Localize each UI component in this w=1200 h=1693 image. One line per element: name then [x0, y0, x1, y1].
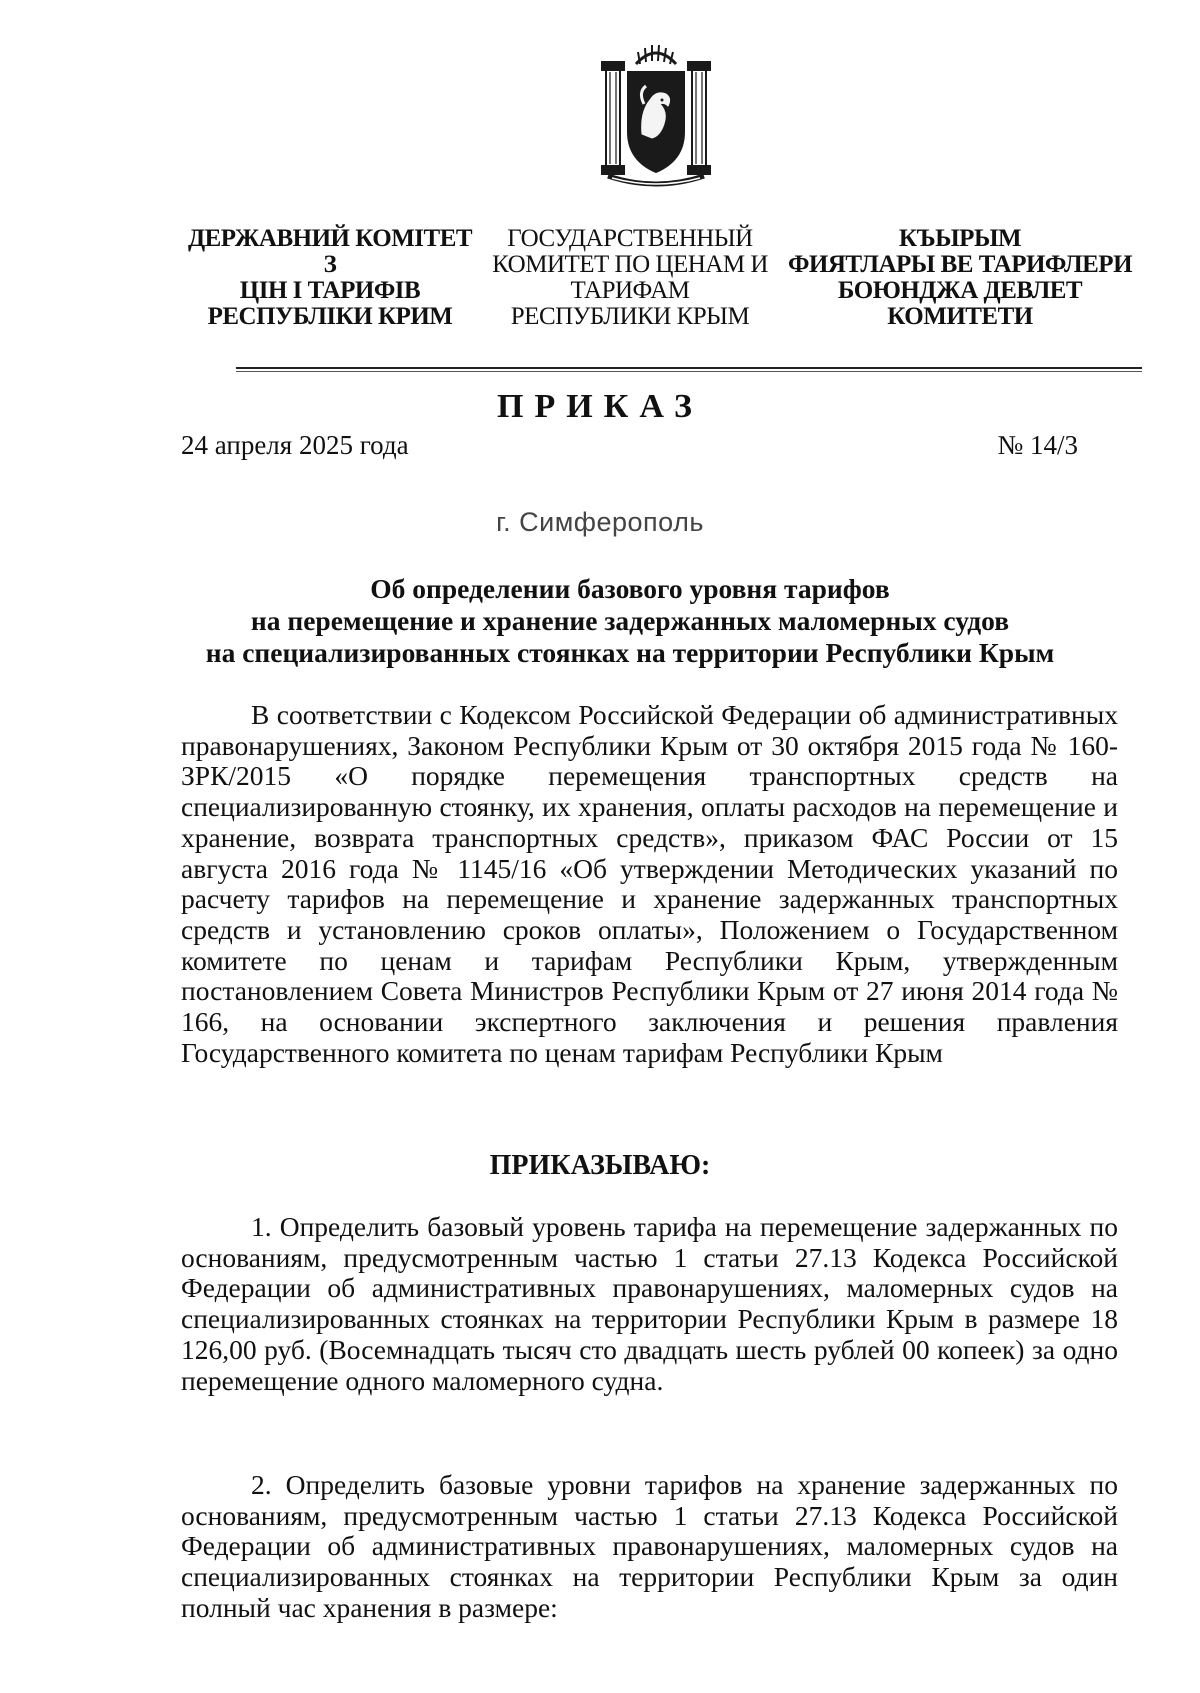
document-city: г. Симферополь [496, 507, 704, 537]
document-subject [150, 573, 1110, 669]
header-divider [236, 367, 1142, 369]
order-item-2: 2. Определить базовые уровни тарифов на хранение задержанных по основаниям, предусмотренным частью 1 статьи 27.13 Кодекса Российской Федерации об административных правонарушениях, маломерных судов на специализированных стоянках на территории Республики Крым за один полный час хранения в размере: [181, 1469, 1118, 1623]
directive-heading: ПРИКАЗЫВАЮ: [489, 1150, 711, 1181]
header-divider-thin [236, 371, 1142, 372]
document-number: № 14/3 [997, 430, 1078, 460]
crimea-coat-of-arms-icon [598, 42, 714, 190]
subject-line: на специализированных стоянках на территории Республики Крым [205, 637, 1055, 668]
issuer-name-ukrainian: ДЕРЖАВНИЙ КОМІТЕТ З ЦІН І ТАРИФІВ РЕСПУБЛІКИ КРИМ [187, 225, 473, 330]
issuer-name-crimean-tatar: КЪЫРЫМ ФИЯТЛАРЫ ВЕ ТАРИФЛЕРИ БОЮНДЖА ДЕВЛЕТ КОМИТЕТИ [787, 225, 1133, 330]
issuer-header [180, 226, 1140, 346]
issuer-name-russian: ГОСУДАРСТВЕННЫЙ КОМИТЕТ ПО ЦЕНАМ И ТАРИФАМ РЕСПУБЛИКИ КРЫМ [492, 225, 768, 330]
document-type-title: ПРИКАЗ [497, 388, 703, 425]
order-item-1: 1. Определить базовый уровень тарифа на перемещение задержанных по основаниям, предусмотренным частью 1 статьи 27.13 Кодекса Российской Федерации об административных правонарушениях, маломерных судов на специализированных стоянках на территории Республики Крым в размере 18 126,00 руб. (Восемнадцать тысяч сто двадцать шесть рублей 00 копеек) за одно перемещение одного маломерного судна. [181, 1211, 1118, 1396]
subject-line: на перемещение и хранение задержанных маломерных судов [250, 605, 1010, 636]
subject-line: Об определении базового уровня тарифов [370, 573, 890, 604]
document-date: 24 апреля 2025 года [181, 430, 409, 460]
preamble-paragraph: В соответствии с Кодексом Российской Федерации об административных правонарушениях, Законом Республики Крым от 30 октября 2015 года № 160-ЗРК/2015 «О порядке перемещения транспортных средств на специализированную стоянку, их хранения, оплаты расходов на перемещение и хранение, возврата транспортных средств», приказом ФАС России от 15 августа 2016 года № 1145/16 «Об утверждении Методических указаний по расчету тарифов на перемещение и хранение задержанных транспортных средств и установлению сроков оплаты», Положением о Государственном комитете по ценам и тарифам Республики Крым, утвержденным постановлением Совета Министров Республики Крым от 27 июня 2014 года № 166, на основании экспертного заключения и решения правления Государственного комитета по ценам тарифам Республики Крым [181, 699, 1118, 1068]
